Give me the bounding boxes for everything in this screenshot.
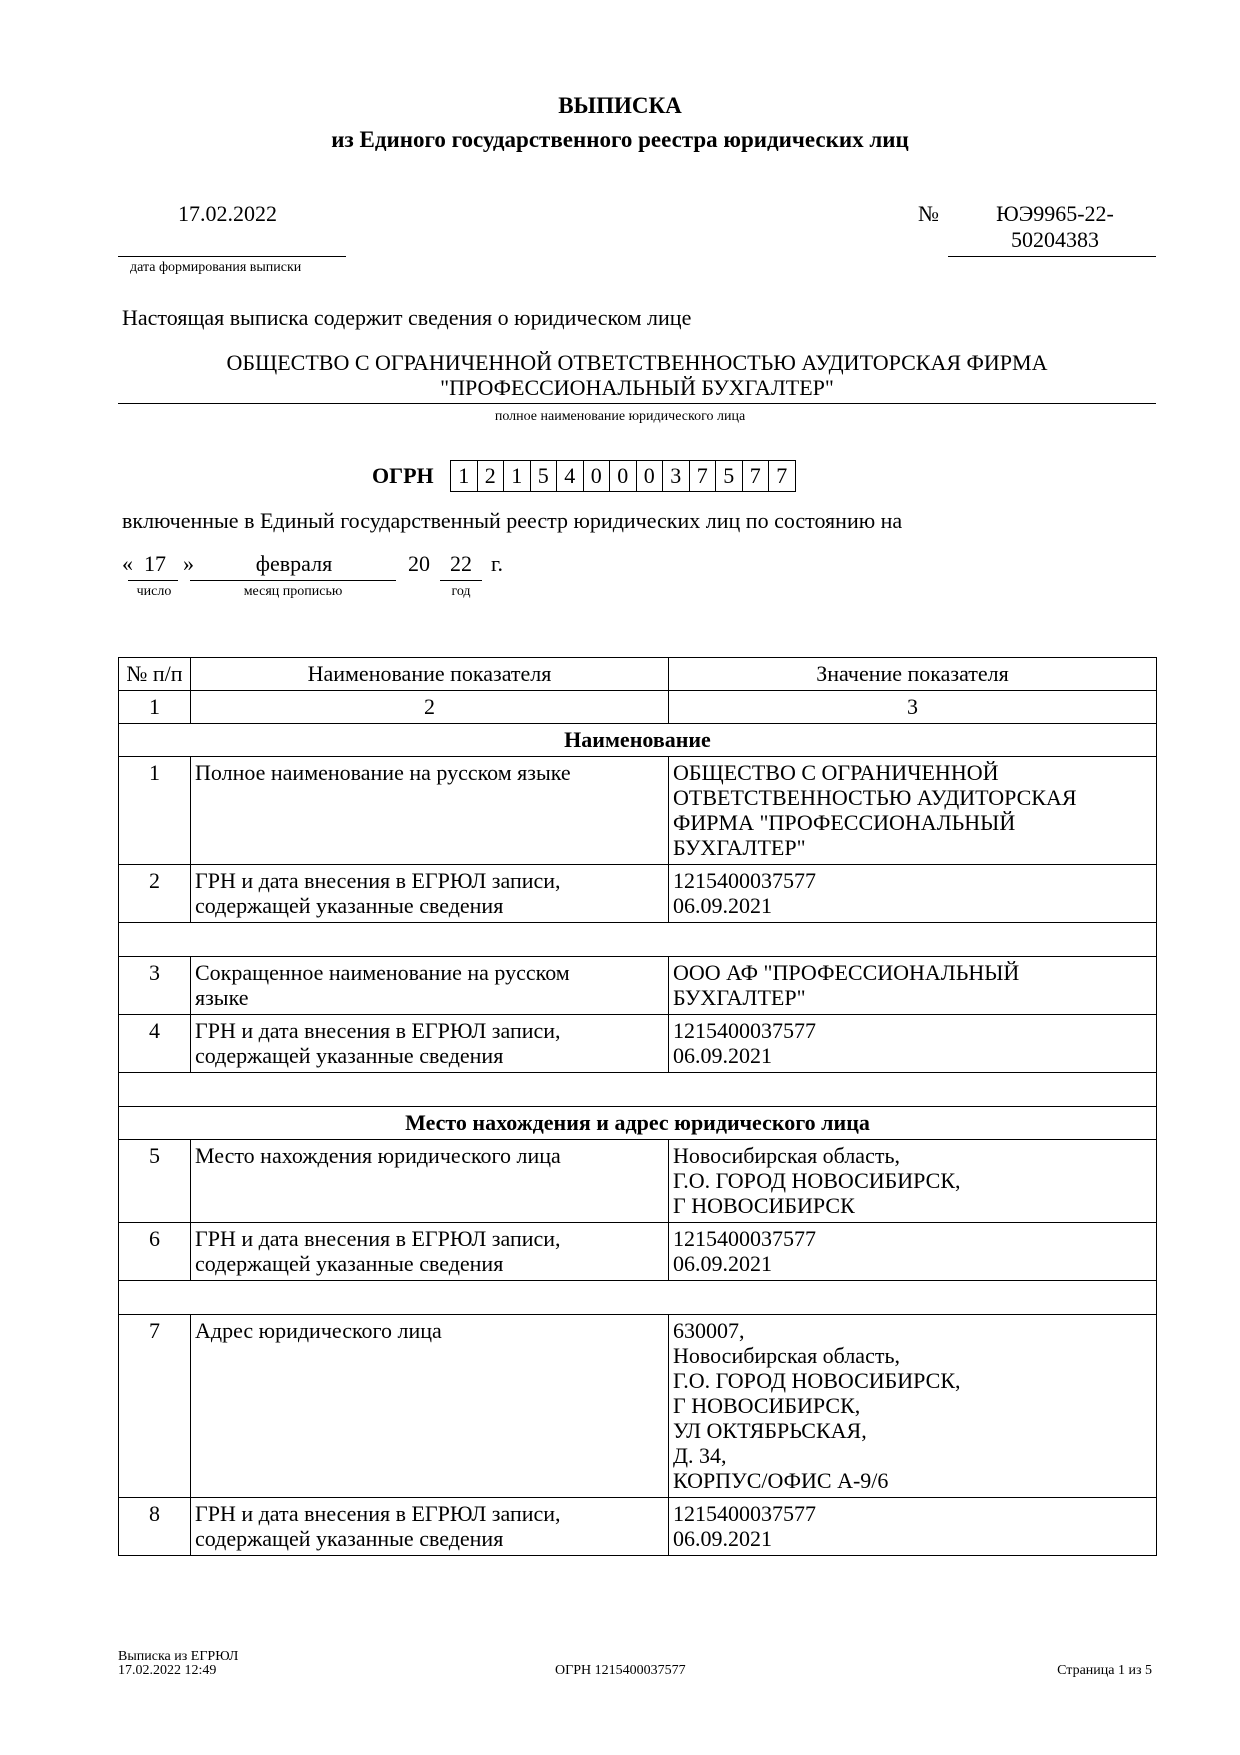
table-row (119, 1015, 1157, 1073)
table-row (119, 1498, 1157, 1556)
ogrn-digit-boxes (450, 460, 795, 492)
row-value: 630007, Новосибирская область, Г.О. ГОРОД НОВОСИБИРСК, Г НОВОСИБИРСК, УЛ ОКТЯБРЬСКАЯ, Д. 34, КОРПУС/ОФИС А-9/6 (669, 1315, 1157, 1498)
extract-number-underline (948, 256, 1156, 257)
year-caption: год (451, 584, 471, 599)
row-indicator: Сокращенное наименование на русском языке (191, 957, 669, 1015)
ogrn-digit: 7 (689, 460, 717, 492)
formation-date: 17.02.2022 (178, 201, 277, 226)
number-sign: № (918, 201, 939, 226)
spacer-cell (119, 1073, 1157, 1107)
date-close-quote: » (183, 551, 194, 576)
row-number: 5 (119, 1140, 191, 1223)
ogrn-digit: 5 (715, 460, 743, 492)
footer-ogrn: ОГРН 1215400037577 (555, 1663, 686, 1678)
ogrn-digit: 3 (662, 460, 690, 492)
entity-name-caption: полное наименование юридического лица (494, 409, 746, 424)
section-header-row (119, 1107, 1157, 1140)
row-number: 1 (119, 757, 191, 865)
row-indicator: Полное наименование на русском языке (191, 757, 669, 865)
header-cell-value: Значение показателя (669, 658, 1157, 691)
table-row (119, 1315, 1157, 1498)
table-row (119, 957, 1157, 1015)
entity-name-underline (118, 403, 1156, 404)
row-number: 3 (119, 957, 191, 1015)
formation-date-caption: дата формирования выписки (130, 260, 302, 275)
extract-number: ЮЭ9965-22- 50204383 (996, 201, 1114, 252)
row-indicator: Место нахождения юридического лица (191, 1140, 669, 1223)
footer-page-number: Страница 1 из 5 (1057, 1663, 1152, 1678)
entity-full-name: ОБЩЕСТВО С ОГРАНИЧЕННОЙ ОТВЕТСТВЕННОСТЬЮ АУДИТОРСКАЯ ФИРМА "ПРОФЕССИОНАЛЬНЫЙ БУХГАЛТЕР" (226, 350, 1048, 400)
ogrn-digit: 4 (556, 460, 584, 492)
date-open-quote: « (122, 551, 133, 576)
row-number: 4 (119, 1015, 191, 1073)
row-value: 1215400037577 06.09.2021 (669, 865, 1157, 923)
state-date-year-suffix: 22 (450, 551, 472, 576)
row-indicator: ГРН и дата внесения в ЕГРЮЛ записи, содержащей указанные сведения (191, 1498, 669, 1556)
row-indicator: ГРН и дата внесения в ЕГРЮЛ записи, содержащей указанные сведения (191, 865, 669, 923)
table-row (119, 1223, 1157, 1281)
month-underline (190, 580, 396, 581)
ogrn-digit: 0 (583, 460, 611, 492)
table-row (119, 757, 1157, 865)
spacer-cell (119, 923, 1157, 957)
table-row (119, 1140, 1157, 1223)
footer-datetime: 17.02.2022 12:49 (118, 1663, 217, 1678)
column-number-cell: 2 (191, 691, 669, 724)
row-value: ООО АФ "ПРОФЕССИОНАЛЬНЫЙ БУХГАЛТЕР" (669, 957, 1157, 1015)
section-title-name: Наименование (119, 724, 1157, 757)
row-value: 1215400037577 06.09.2021 (669, 1498, 1157, 1556)
column-number-cell: 3 (669, 691, 1157, 724)
day-underline (128, 580, 178, 581)
document-subtitle: из Единого государственного реестра юридических лиц (331, 127, 909, 152)
document-title: ВЫПИСКА (558, 93, 682, 118)
formation-date-underline (118, 256, 346, 257)
section-header-row (119, 724, 1157, 757)
spacer-row (119, 923, 1157, 957)
state-date-year-unit: г. (491, 551, 504, 576)
header-cell-number: № п/п (119, 658, 191, 691)
ogrn-digit: 0 (609, 460, 637, 492)
column-number-cell: 1 (119, 691, 191, 724)
ogrn-label: ОГРН (372, 463, 434, 488)
state-date-month: февраля (255, 551, 333, 576)
section-title-address: Место нахождения и адрес юридического лица (119, 1107, 1157, 1140)
row-number: 6 (119, 1223, 191, 1281)
table-row (119, 865, 1157, 923)
spacer-row (119, 1073, 1157, 1107)
table-column-numbers-row (119, 691, 1157, 724)
included-text: включенные в Единый государственный реестр юридических лиц по состоянию на (122, 508, 903, 533)
spacer-cell (119, 1281, 1157, 1315)
spacer-row (119, 1281, 1157, 1315)
extract-table (118, 657, 1157, 1556)
ogrn-digit: 7 (742, 460, 770, 492)
state-date-year-prefix: 20 (408, 551, 430, 576)
footer-doc-name: Выписка из ЕГРЮЛ (118, 1649, 239, 1664)
row-number: 2 (119, 865, 191, 923)
ogrn-digit: 1 (450, 460, 478, 492)
row-indicator: ГРН и дата внесения в ЕГРЮЛ записи, содержащей указанные сведения (191, 1015, 669, 1073)
row-value: Новосибирская область, Г.О. ГОРОД НОВОСИБИРСК, Г НОВОСИБИРСК (669, 1140, 1157, 1223)
row-indicator: Адрес юридического лица (191, 1315, 669, 1498)
row-value: 1215400037577 06.09.2021 (669, 1223, 1157, 1281)
row-indicator: ГРН и дата внесения в ЕГРЮЛ записи, содержащей указанные сведения (191, 1223, 669, 1281)
ogrn-digit: 2 (477, 460, 505, 492)
row-value: 1215400037577 06.09.2021 (669, 1015, 1157, 1073)
ogrn-digit: 7 (768, 460, 796, 492)
day-caption: число (136, 584, 172, 599)
header-cell-indicator: Наименование показателя (191, 658, 669, 691)
ogrn-digit: 1 (503, 460, 531, 492)
row-value: ОБЩЕСТВО С ОГРАНИЧЕННОЙ ОТВЕТСТВЕННОСТЬЮ АУДИТОРСКАЯ ФИРМА "ПРОФЕССИОНАЛЬНЫЙ БУХГАЛТЕР" (669, 757, 1157, 865)
row-number: 8 (119, 1498, 191, 1556)
year-underline (440, 580, 482, 581)
state-date-day: 17 (144, 551, 166, 576)
ogrn-digit: 0 (636, 460, 664, 492)
month-caption: месяц прописью (243, 584, 343, 599)
table-header-row (119, 658, 1157, 691)
ogrn-digit: 5 (530, 460, 558, 492)
intro-text: Настоящая выписка содержит сведения о юридическом лице (122, 305, 692, 330)
row-number: 7 (119, 1315, 191, 1498)
